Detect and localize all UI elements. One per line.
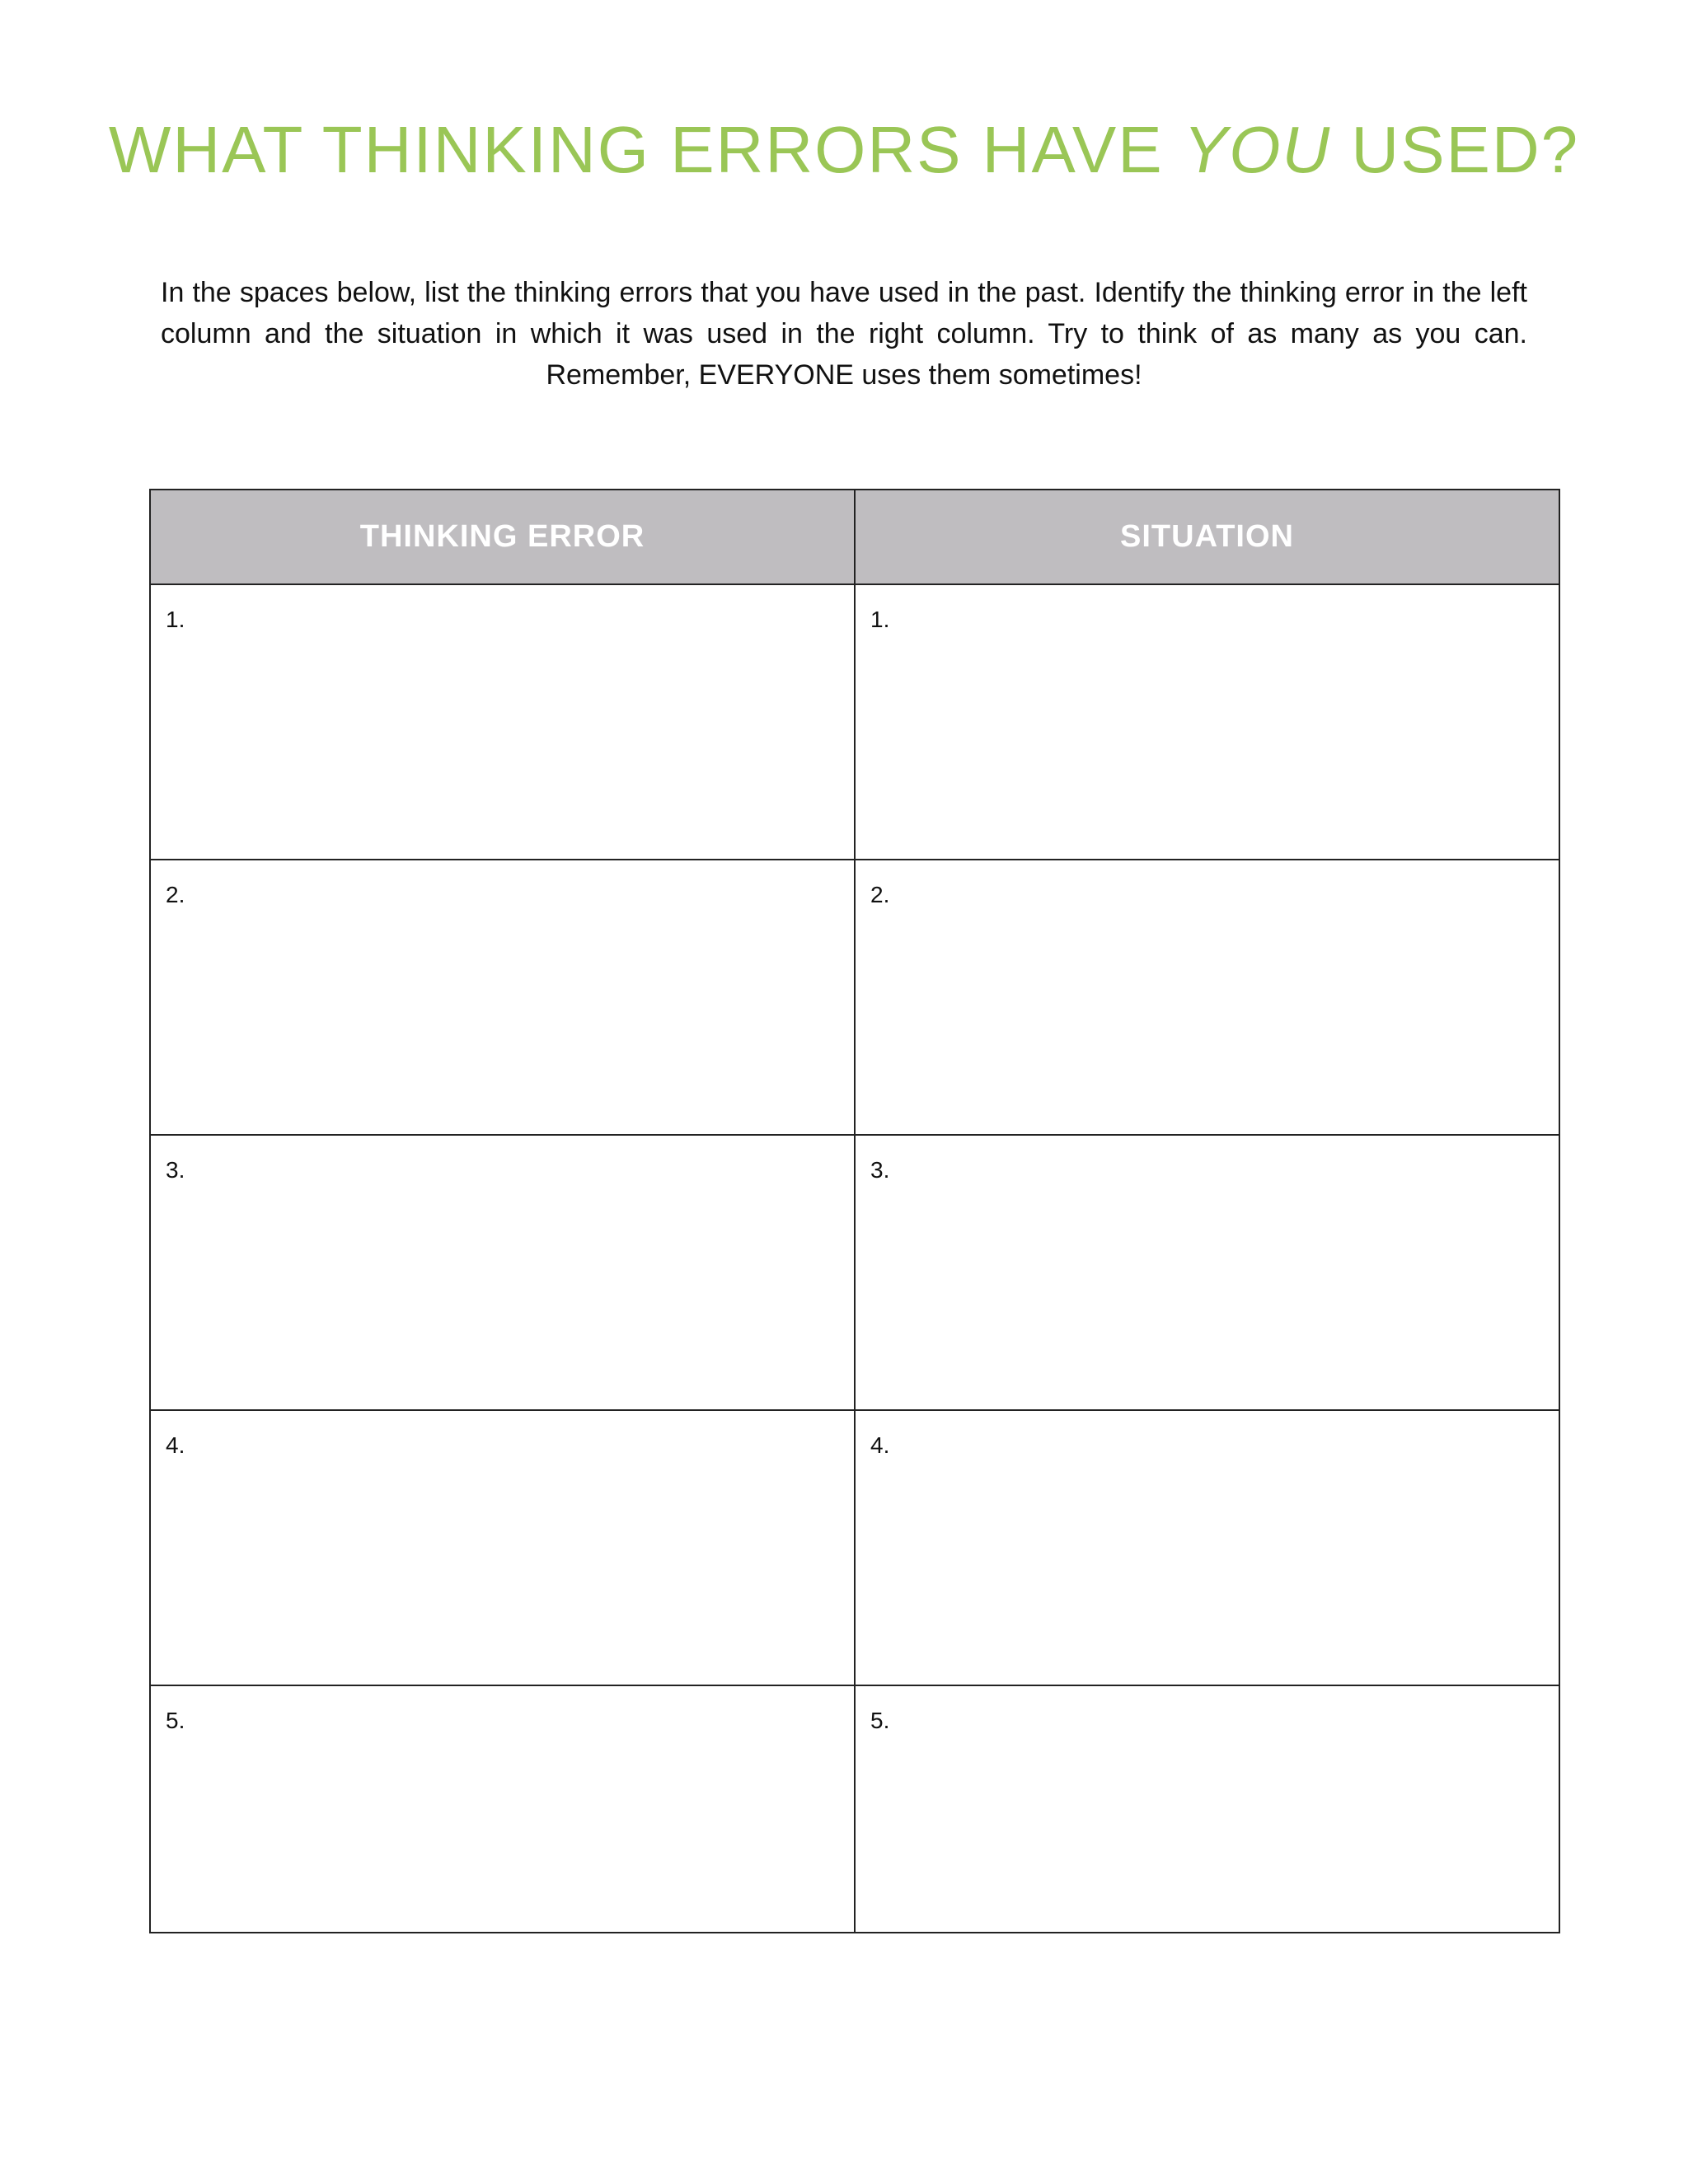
title-text-before: WHAT THINKING ERRORS HAVE: [108, 113, 1184, 186]
situation-cell-4[interactable]: [855, 1410, 1559, 1685]
row-number: 4.: [870, 1432, 890, 1458]
title-text-after: USED?: [1331, 113, 1580, 186]
column-header-thinking-error: THINKING ERROR: [150, 490, 855, 584]
thinking-error-cell-3[interactable]: [150, 1135, 855, 1410]
row-number: 2.: [166, 882, 185, 907]
thinking-error-cell-5[interactable]: [150, 1685, 855, 1933]
row-number: 5.: [166, 1708, 185, 1733]
thinking-error-cell-4[interactable]: [150, 1410, 855, 1685]
row-number: 3.: [870, 1157, 890, 1183]
row-number: 2.: [870, 882, 890, 907]
row-number: 1.: [166, 607, 185, 632]
situation-cell-3[interactable]: [855, 1135, 1559, 1410]
situation-cell-5[interactable]: [855, 1685, 1559, 1933]
table-header-row: [150, 490, 1559, 584]
thinking-error-cell-2[interactable]: [150, 860, 855, 1135]
column-header-situation: SITUATION: [855, 490, 1559, 584]
table-row: [150, 1410, 1559, 1685]
thinking-error-cell-1[interactable]: [150, 584, 855, 860]
row-number: 4.: [166, 1432, 185, 1458]
instructions-text: In the spaces below, list the thinking errors that you have used in the past. Identify the thinking error in the left column and the situation in which it was used in the right column. Try to think of as many as you can. Remember, EVERYONE uses them sometimes!: [161, 277, 1527, 391]
worksheet-table: [149, 489, 1560, 1933]
row-number: 3.: [166, 1157, 185, 1183]
situation-cell-1[interactable]: [855, 584, 1559, 860]
situation-cell-2[interactable]: [855, 860, 1559, 1135]
row-number: 5.: [870, 1708, 890, 1733]
table-row: [150, 860, 1559, 1135]
table-row: [150, 1685, 1559, 1933]
table-row: [150, 1135, 1559, 1410]
page-title: [0, 114, 1688, 186]
title-emphasis: YOU: [1183, 113, 1332, 186]
row-number: 1.: [870, 607, 890, 632]
table-row: [150, 584, 1559, 860]
